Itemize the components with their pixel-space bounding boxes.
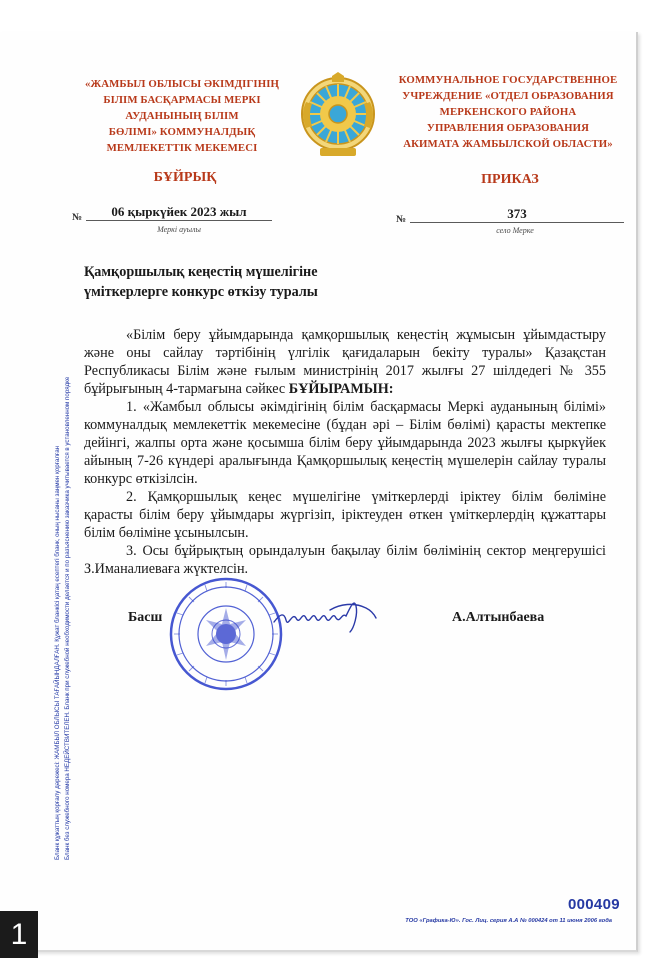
side-strip-line: Бланк без служебного номера НЕДЕЙСТВИТЕЛЕН. Бланк при служебной необходимости делается и по разъяснению заказчика учитывается в установленном порядке	[64, 376, 71, 860]
subject-line: Қамқоршылық кеңестің мүшелігіне	[84, 264, 318, 280]
handwritten-signature	[270, 588, 380, 638]
header-kz-line: МЕМЛЕКЕТТІК МЕКЕМЕСІ	[106, 142, 258, 154]
intro-paragraph	[84, 326, 606, 398]
kazakhstan-emblem-icon	[298, 72, 378, 158]
header-org-kz	[66, 76, 298, 156]
doc-type-ru: ПРИКАЗ	[481, 172, 539, 187]
header-kz-line: «ЖАМБЫЛ ОБЛЫСЫ ӘКІМДІГІНІҢ	[84, 78, 280, 90]
header-kz-line: БӨЛІМІ» КОММУНАЛДЫҚ	[108, 126, 256, 138]
place-ru: село Мерке	[496, 226, 534, 235]
command-word: БҰЙЫРАМЫН:	[288, 381, 394, 397]
official-seal	[168, 576, 284, 692]
header-ru-line: УПРАВЛЕНИЯ ОБРАЗОВАНИЯ	[426, 122, 590, 134]
order-subject	[84, 262, 384, 302]
header-ru-line: МЕРКЕНСКОГО РАЙОНА	[439, 106, 577, 118]
serial-number: 000409	[568, 896, 620, 913]
subject-line: үміткерлерге конкурс өткізу туралы	[84, 284, 318, 300]
header-ru-line: УЧРЕЖДЕНИЕ «ОТДЕЛ ОБРАЗОВАНИЯ	[402, 90, 614, 102]
signer-title: Басш	[128, 610, 163, 625]
number-sign-left: №	[72, 212, 83, 223]
order-item-2: 2. Қамқоршылық кеңес мүшелігіне үміткерлерді іріктеу білім бөліміне қарасты білім беру ұйымдары жүргізіп, іріктеуден өткен үміткерлердің құжаттары білім бөліміне ұсынылсын.	[84, 489, 606, 541]
order-item-1: 1. «Жамбыл облысы әкімдігінің білім басқармасы Меркі ауданының білімі» коммуналдық мемлекеттік мекемесіне (бұдан әрі – Білім бөлімі) қарасты мектепке дейінгі, жалпы орта және қосымша білім беру ұйымдарында 2023 жылғы қыркүйек айының 7-26 күндері аралығында Қамқоршылық кеңестің мүшелерін сайлау туралы конкурс өткізілсін.	[84, 399, 606, 487]
order-body	[84, 326, 606, 578]
header-kz-line: АУДАНЫНЫҢ БІЛІМ	[125, 110, 239, 122]
signer-name: А.Алтынбаева	[452, 610, 545, 625]
side-security-strip	[30, 300, 94, 860]
number-sign-right: №	[396, 214, 407, 225]
header-ru-line: КОММУНАЛЬНОЕ ГОСУДАРСТВЕННОЕ	[398, 74, 618, 86]
header-org-ru	[380, 72, 636, 152]
intro-text: «Білім беру ұйымдарында қамқоршылық кеңестің жұмысын ұйымдастыру және оны сайлау тәртібінің үлгілік қағидаларын бекіту туралы» Қазақстан Республикасы Білім және ғылым министрінің 2017 жылғы 27 шілдедегі № 355 бұйрығының 4-тармағына сәйкес	[84, 327, 606, 397]
side-strip-line: Бланк құжаттың қорғалу дәрежесі: ЖАМБЫЛ ОБЛЫСЫ ТАҒАЙЫНДАЛҒАН. Құжат бланкісі қатаң есептегі бланк, оның нысаны заңмен қорғалған	[54, 445, 61, 860]
place-kz: Меркі ауылы	[157, 225, 201, 234]
doc-type-kz: БҰЙРЫҚ	[153, 170, 217, 185]
page-index-badge: 1	[0, 911, 38, 958]
order-date: 06 қыркүйек 2023 жыл	[86, 204, 272, 221]
order-number: 373	[410, 206, 624, 223]
printer-info: ТОО «Графика-Ю». Гос. Лиц. серия А.А № 000424 от 11 июня 2006 года	[405, 918, 612, 924]
header-ru-line: АКИМАТА ЖАМБЫЛСКОЙ ОБЛАСТИ»	[403, 138, 613, 150]
header-kz-line: БІЛІМ БАСҚАРМАСЫ МЕРКІ	[103, 94, 261, 106]
order-item-3: 3. Осы бұйрықтың орындалуын бақылау білім бөлімінің сектор меңгерушісі З.Иманалиеваға жүктелсін.	[84, 543, 606, 577]
